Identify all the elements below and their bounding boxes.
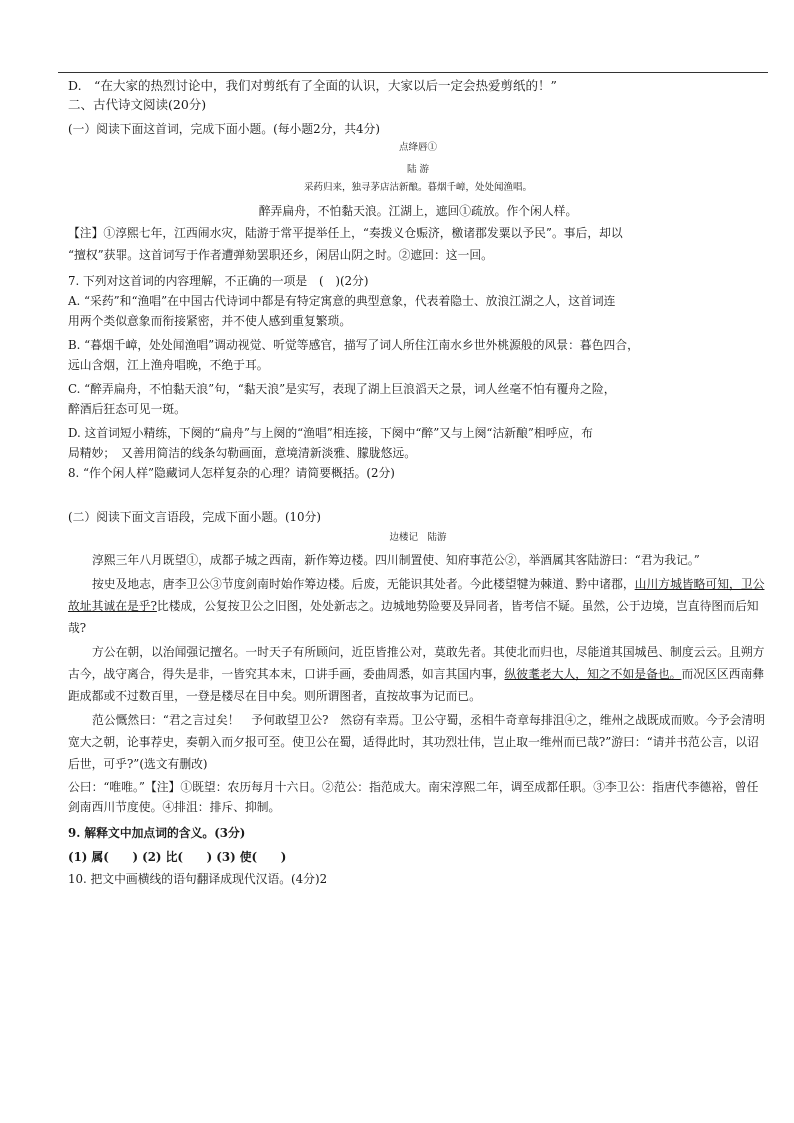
- poem-line-2: 醉弄扁舟，不怕黏天浪。江湖上，遮回①疏放。作个闲人样。: [258, 204, 578, 218]
- header-rule: [58, 72, 768, 73]
- poem-line-1: 采药归来，独寻茅店沽新酿。暮烟千嶂，处处闻渔唱。: [303, 182, 532, 193]
- passage-p3-text-pre: 方公在朝，以治闻强记擅名。一时天子有所顾问，近臣皆推公对，莫敢先者。其使北而归也，尽能道其国城邑、制度云云。且朔方古今，战守离合，得失是非，一皆究其本末，口讲手画，委曲周悉，如言其国内事，: [68, 645, 765, 681]
- option-d-previous: D. “在大家的热烈讨论中，我们对剪纸有了全面的认识，大家以后一定会热爱剪纸的！”: [68, 78, 557, 93]
- poem-author: 陆 游: [406, 164, 430, 175]
- passage-p2-text-pre: 按史及地志，唐李卫公③节度剑南时始作筹边楼。后废，无能识其处者。今此楼望犍为棘道、黔中诸郡，: [92, 577, 635, 591]
- passage-p2-text-post: 比楼成，公复按卫公之旧图，处处新志之。边城地势险要及异同者，皆考信不疑。虽然，公于边境，岂直待图而后知哉?: [68, 599, 759, 635]
- passage-paragraph-3: [68, 641, 768, 707]
- q7-option-b-1: B. “暮烟千嶂，处处闻渔唱”调动视觉、听觉等感官，描写了词人所住江南水乡世外桃源般的风景：暮色四合，: [68, 338, 639, 352]
- part2-instruction: (二）阅读下面文言语段，完成下面小题。(10分): [68, 510, 321, 524]
- question-8: 8. “作个闲人样”隐藏词人怎样复杂的心理？请简要概括。(2分): [68, 466, 395, 480]
- passage-paragraph-1: 淳熙三年八月既望①，成都子城之西南，新作筹边楼。四川制置使、知府事范公②，举酒属其客陆游曰：“君为我记。”: [92, 553, 700, 567]
- question-7: 7. 下列对这首词的内容理解，不正确的一项是 ( )(2分): [68, 274, 369, 288]
- passage-paragraph-4: 范公慨然曰：“君之言过矣！ 予何敢望卫公? 然窃有幸焉。卫公守蜀，丞相牛奇章每排沮④之，维州之战既成而败。今予会清明宽大之朝，论事荐史，奏朝入而夕报可至。使卫公在蜀，适得此时，其功烈壮伟，岂止取一维州而已哉?”游曰：“请并书范公言，以诏后世，可乎?”(选文有删改): [68, 713, 765, 771]
- exam-page: [68, 76, 768, 889]
- poem-note-1: 【注】①淳熙七年，江西闹水灾，陆游于常平提举任上，“奏拨义仓赈济，檄诸郡发粟以予民”。事后，却以: [68, 226, 623, 240]
- q7-option-c-2: 醉酒后狂态可见一斑。: [68, 402, 186, 416]
- q7-option-a-1: A. “采药”和“渔唱”在中国古代诗词中都是有特定寓意的典型意象，代表着隐士、放浪江湖之人，这首词连: [68, 294, 616, 308]
- q7-option-d-1: D. 这首词短小精练，下阕的“扁舟”与上阕的“渔唱”相连接，下阕中“醉”又与上阕“沽新酿”相呼应，布: [68, 426, 593, 440]
- passage-p3-text-post: 而况区区西南彝距成都或不过数百里，一登是楼尽在目中矣。则所谓图者，直按故事为记而已。: [68, 667, 765, 703]
- question-10: 10. 把文中画横线的语句翻译成现代汉语。(4分)2: [68, 872, 328, 886]
- poem-title: 点绛唇①: [398, 142, 437, 153]
- passage-title: 边楼记 陆游: [389, 532, 447, 543]
- q7-option-a-2: 用两个类似意象而衔接紧密，并不使人感到重复繁琐。: [68, 314, 352, 328]
- underlined-sentence-2: 纵彼耄老大人，知之不如是备也。: [504, 667, 682, 681]
- passage-paragraph-2: [68, 573, 768, 639]
- q7-option-c-1: C. “醉弄扁舟，不怕黏天浪”句，“黏天浪”是实写，表现了湖上巨浪滔天之景，词人丝毫不怕有覆舟之险，: [68, 382, 616, 396]
- question-9: 9. 解释文中加点词的含义。(3分): [68, 826, 246, 840]
- underlined-sentence-1: 山川方城皆略可知，卫公故址其诚在是乎?: [68, 577, 765, 613]
- question-9-items: (1) 属( ) (2) 比( ) (3) 使( ): [68, 850, 287, 864]
- q7-option-d-2: 局精妙； 又善用简洁的线条勾勒画面，意境清新淡雅、朦胧悠远。: [68, 446, 417, 460]
- poem-note-2: “擅权”获罪。这首词写于作者遭弹劾罢职还乡，闲居山阴之时。②遮回：这一回。: [68, 248, 493, 262]
- section-heading: 二、古代诗文阅读(20分): [68, 97, 207, 112]
- part1-instruction: (一）阅读下面这首词，完成下面小题。(每小题2分，共4分): [68, 122, 380, 136]
- q7-option-b-2: 远山含烟，江上渔舟唱晚，不绝于耳。: [68, 358, 269, 372]
- passage-notes: 公曰：“唯唯。”【注】①既望：农历每月十六日。②范公：指范成大。南宋淳熙二年，调至成都任职。③李卫公：指唐代李德裕，曾任剑南西川节度使。④排沮：排斥、抑制。: [68, 780, 759, 814]
